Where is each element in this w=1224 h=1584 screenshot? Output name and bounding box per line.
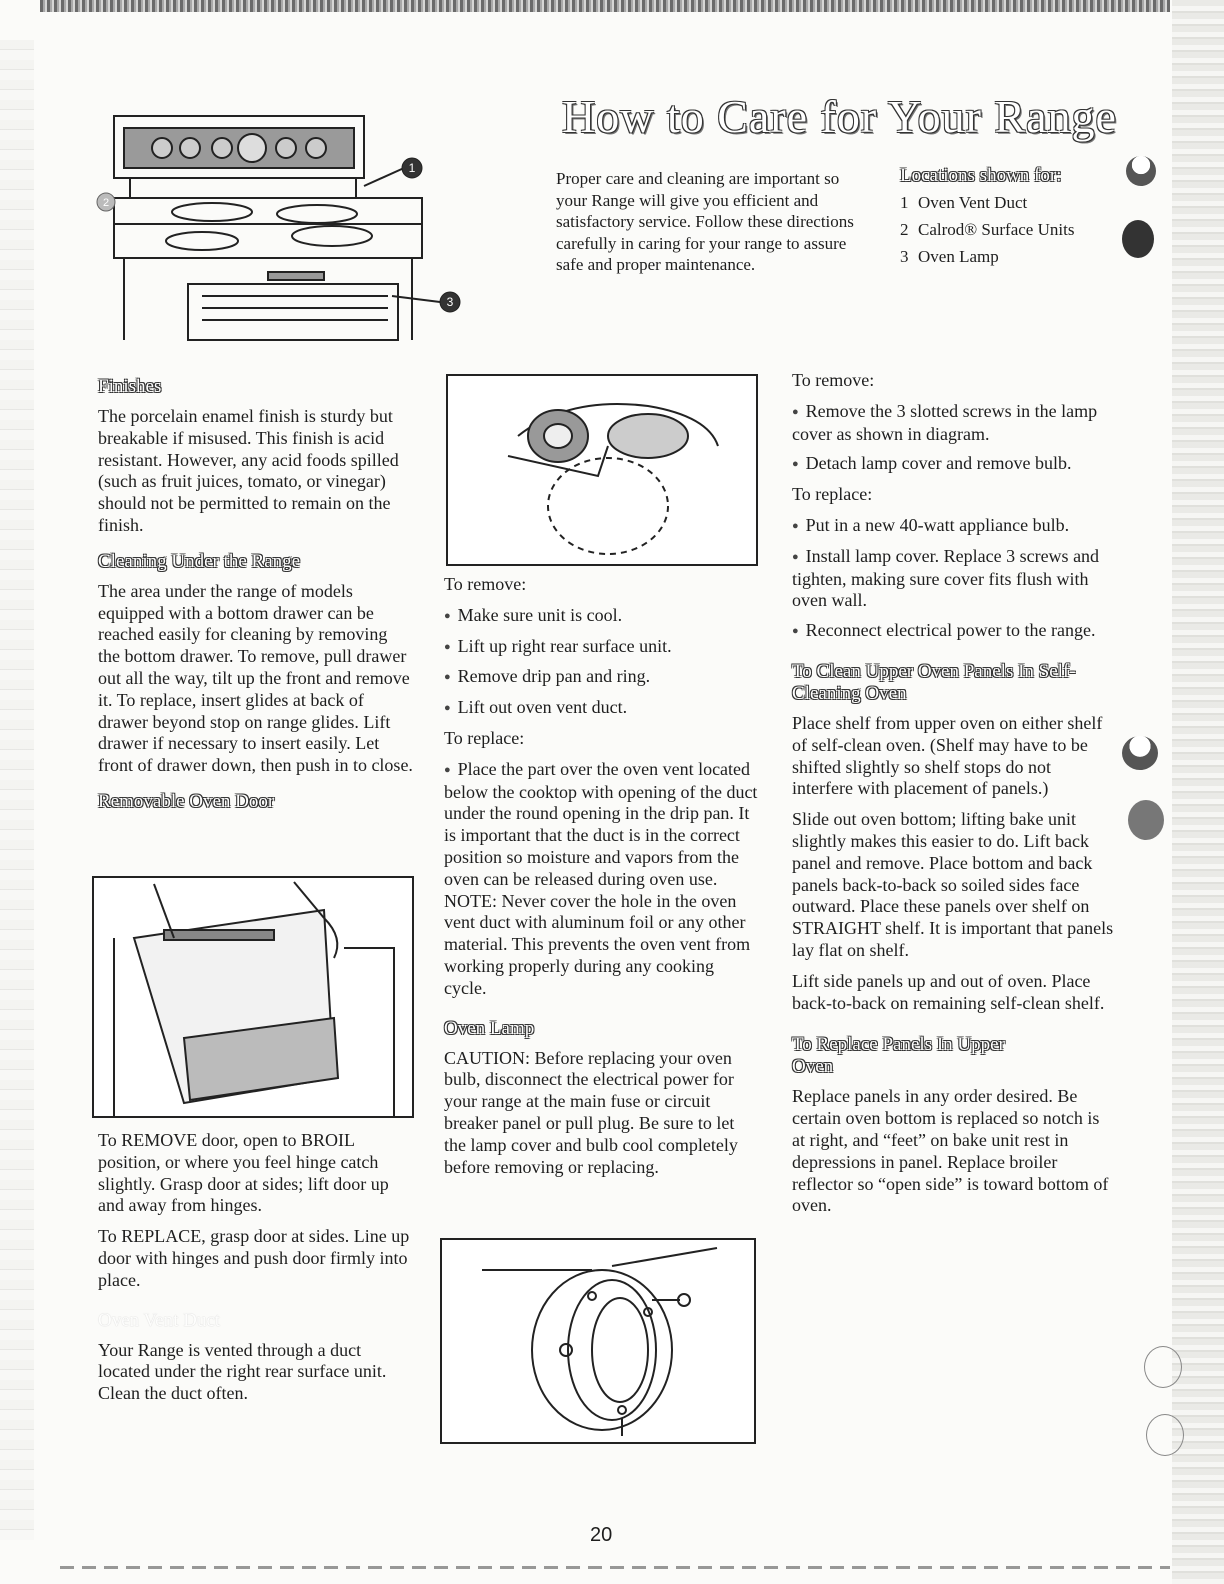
- vent-replace-text: ● Place the part over the oven vent located below the cooktop with opening of the duct under the round opening in the drip pan. It is important that the duct is in the correct position so moisture and vapors from the oven can be released during oven use. NOTE: Never cover the hole in the oven vent duct with aluminum foil or any other material. This prevents the oven vent from working properly during any cooking cycle.: [444, 758, 758, 998]
- upper-panels-p1: Place shelf from upper oven on either shelf of self-clean oven. (Shelf may have to be shifted slightly so shelf stops do not interfere with placement of panels.): [792, 712, 1103, 799]
- column-left-lower: [98, 1130, 413, 1414]
- bullet-icon: ●: [444, 763, 451, 776]
- oven-lamp-heading: Oven Lamp: [444, 1017, 535, 1039]
- bullet-icon: ●: [792, 519, 799, 532]
- bullet-icon: ●: [792, 458, 799, 471]
- callout-3: 3: [446, 295, 454, 309]
- column-middle: [444, 574, 759, 1187]
- margin-mark: [1128, 800, 1164, 840]
- lamp-remove-label: To remove:: [792, 370, 875, 390]
- oven-lamp-figure: [440, 1238, 756, 1444]
- vent-remove-step: ● Remove drip pan and ring.: [444, 666, 651, 687]
- bullet-icon: ●: [444, 671, 451, 684]
- vent-replace-label: To replace:: [444, 727, 525, 748]
- page-title: How to Care for Your Range: [562, 91, 1117, 142]
- under-range-heading: Cleaning Under the Range: [98, 550, 301, 572]
- page-number: 20: [590, 1524, 613, 1546]
- margin-mark: [1144, 1346, 1182, 1388]
- intro-text: Proper care and cleaning are important so your Range will give you efficient and satisfactory service. Follow these directions carefully in caring for your range to assure safe and proper maintenance.: [556, 169, 854, 274]
- bullet-icon: ●: [792, 405, 799, 418]
- oven-door-drawing: [94, 878, 412, 1116]
- locations-heading: Locations shown for:: [900, 165, 1062, 186]
- vent-remove-step: ● Make sure unit is cool.: [444, 604, 623, 625]
- oven-door-heading: Removable Oven Door: [98, 790, 275, 812]
- lamp-replace-step: ● Install lamp cover. Replace 3 screws and tighten, making sure cover fits flush with oven wall.: [792, 545, 1100, 611]
- vent-duct-figure: [446, 374, 758, 566]
- bullet-icon: ●: [792, 550, 799, 563]
- scan-edge-left: [0, 40, 34, 1540]
- under-range-text: The area under the range of models equipped with a bottom drawer can be reached easily for cleaning by removing the bottom drawer. To remove, pull drawer out all the way, tilt up the front and remove it. To replace, insert glides at back of drawer beyond stop on range glides. Lift drawer if necessary to insert easily. Let front of drawer down, then push in to close.: [98, 580, 413, 776]
- location-item: 3 Oven Lamp: [900, 247, 999, 266]
- vent-duct-heading: Oven Vent Duct: [98, 1309, 221, 1331]
- replace-panels-heading: To Replace Panels In Upper Oven: [792, 1034, 1005, 1078]
- upper-panels-p2: Slide out oven bottom; lifting bake unit slightly makes this easier to do. Lift back panel and remove. Place bottom and back panels back-to-back so soiled sides face outward. Place these panels over shelf on STRAIGHT shelf. It is important that panels lay flat on shelf.: [792, 809, 1114, 960]
- column-left: [98, 376, 413, 821]
- callout-1: 1: [408, 161, 416, 175]
- finishes-heading: Finishes: [98, 376, 162, 397]
- bullet-icon: ●: [444, 640, 451, 653]
- margin-mark: [1122, 736, 1158, 770]
- oven-lamp-drawing: [442, 1240, 754, 1442]
- oven-door-figure: [92, 876, 414, 1118]
- bullet-icon: ●: [444, 702, 451, 715]
- scan-edge-top: [40, 0, 1170, 12]
- column-right: [792, 370, 1114, 1226]
- location-item: 1 Oven Vent Duct: [900, 193, 1028, 212]
- vent-remove-step: ● Lift up right rear surface unit.: [444, 635, 672, 656]
- oven-lamp-caution: CAUTION: Before replacing your oven bulb, disconnect the electrical power for your range at the main fuse or circuit breaker panel or pull plug. Be sure to let the lamp cover and bulb cool completely before removing or replacing.: [444, 1047, 738, 1177]
- oven-door-remove: To REMOVE door, open to BROIL position, or where you feel hinge catch slightly. Grasp door at sides; lift door up and away from hinges.: [98, 1130, 389, 1216]
- margin-mark: [1146, 1414, 1184, 1456]
- lamp-replace-label: To replace:: [792, 484, 873, 505]
- vent-duct-text: Your Range is vented through a duct located under the right rear surface unit. Clean the duct often.: [98, 1339, 387, 1404]
- upper-panels-heading: To Clean Upper Oven Panels In Self-Cleaning Oven: [792, 660, 1076, 704]
- oven-door-replace: To REPLACE, grasp door at sides. Line up door with hinges and push door firmly into place.: [98, 1226, 410, 1290]
- lamp-remove-step: ● Remove the 3 slotted screws in the lamp cover as shown in diagram.: [792, 400, 1098, 444]
- lamp-remove-step: ● Detach lamp cover and remove bulb.: [792, 453, 1072, 474]
- location-item: 2 Calrod® Surface Units: [900, 220, 1075, 239]
- vent-remove-step: ● Lift out oven vent duct.: [444, 697, 628, 718]
- lamp-replace-step: ● Reconnect electrical power to the range.: [792, 620, 1096, 641]
- replace-panels-text: Replace panels in any order desired. Be certain oven bottom is replaced so notch is at right, and “feet” on bake unit rest in depressions in panel. Replace broiler reflector so “open side” is toward bottom of oven.: [792, 1086, 1109, 1216]
- scan-edge-right: [1172, 0, 1224, 1584]
- callout-2: 2: [102, 197, 110, 209]
- vent-remove-label: To remove:: [444, 574, 527, 594]
- locations-list: [900, 162, 1140, 270]
- upper-panels-p3: Lift side panels up and out of oven. Place back-to-back on remaining self-clean shelf.: [792, 970, 1105, 1013]
- lamp-replace-step: ● Put in a new 40-watt appliance bulb.: [792, 514, 1070, 535]
- vent-duct-drawing: [448, 376, 756, 564]
- range-illustration: [92, 106, 472, 346]
- finishes-text: The porcelain enamel finish is sturdy but breakable if misused. This finish is acid resistant. However, any acid foods spilled (such as fruit juices, tomato, or vinegar) should not be permitted to remain on the finish.: [98, 406, 399, 535]
- bullet-icon: ●: [444, 609, 451, 622]
- bullet-icon: ●: [792, 625, 799, 638]
- scan-edge-bottom: [60, 1566, 1170, 1569]
